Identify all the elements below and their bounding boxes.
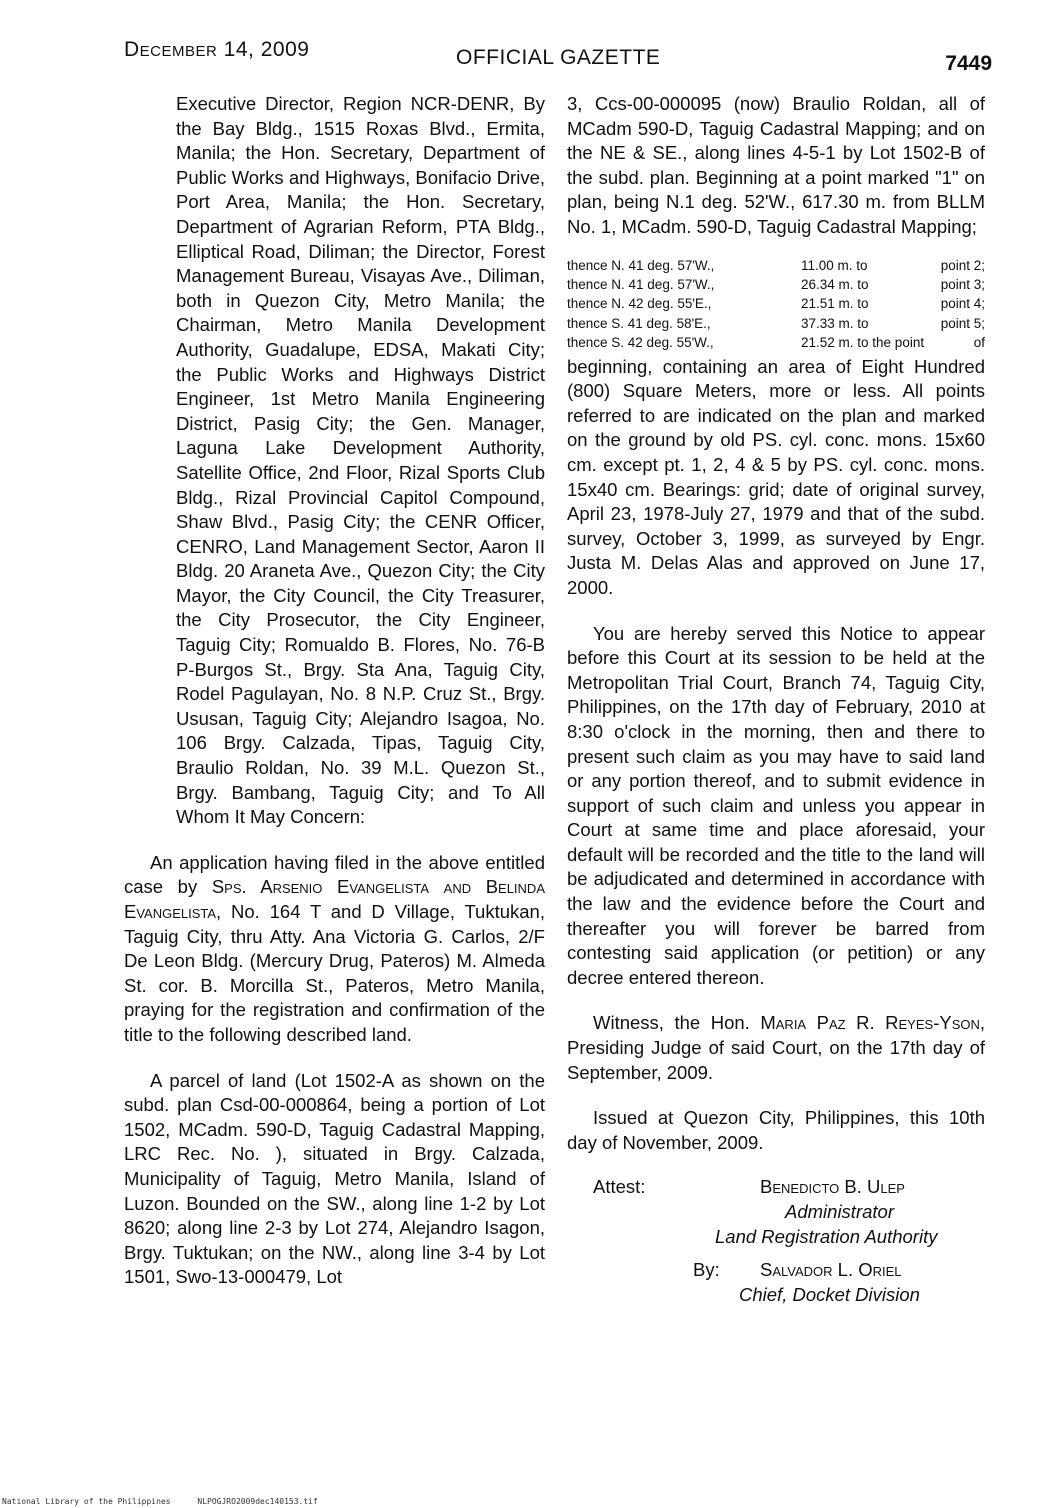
distance: 11.00 m. to (801, 257, 868, 273)
attest-title: Administrator (785, 1201, 894, 1223)
right-column (567, 92, 986, 1306)
page-number: 7449 (945, 52, 992, 75)
issue-date: December 14, 2009 (124, 38, 310, 61)
judge-name: Maria Paz R. Reyes-Yson (760, 1012, 980, 1034)
bearing-row (567, 294, 985, 313)
bearing-row (567, 314, 985, 333)
distance: 37.33 m. to (801, 315, 869, 331)
parcel-paragraph: A parcel of land (Lot 1502-A as shown on the subd. plan Csd-00-000864, being a portion of Lot 1502, MCadm. 590-D, Taguig Cadastral Mapping, LRC Rec. No. ), situated in Brgy. Calzada, Municipality of Taguig, Metro Manila, Island of Luzon. Bounded on the SW., along line 1-2 by Lot 8620; along line 2-3 by Lot 274, Alejandro Isagon, Brgy. Tuktukan; on the NW., along line 3-4 by Lot 1501, Swo-13-000479, Lot (124, 1069, 545, 1288)
witness-paragraph (567, 1011, 985, 1085)
target-point: point 5; (940, 315, 985, 331)
bearing: thence N. 41 deg. 57'W., (567, 276, 715, 292)
application-pre: An application having filed in the above entitled case by (124, 851, 545, 898)
left-column (124, 92, 545, 1290)
notice-paragraph: You are hereby served this Notice to appear before this Court at its session to be held at the Metropolitan Trial Court, Branch 74, Taguig City, Philippines, on the 17th day of February, 2010 at 8:30 o'clock in the morning, then and there to present such claim as you may have to said land or any portion thereof, and to submit evidence in support of such claim and unless you appear in Court at same time and place aforesaid, your default will be recorded and the title to the land will be adjudicated and determined in accordance with the law and the evidence before the Court and thereafter you will forever be barred from contesting said application (or petition) or any decree entered thereon. (567, 622, 985, 988)
attest-label: Attest: (593, 1176, 646, 1198)
library-name: National Library of the Philippines (2, 1497, 171, 1506)
issued-paragraph: Issued at Quezon City, Philippines, this 10th day of November, 2009. (567, 1107, 985, 1153)
target-point: point 3; (940, 276, 985, 292)
bearing: thence S. 41 deg. 58'E., (567, 315, 711, 331)
beginning-paragraph: beginning, containing an area of Eight Hundred (800) Square Meters, more or less. All points referred to are indicated on the plan and marked on the ground by old PS. cyl. conc. mons. 15x60 cm. except pt. 1, 2, 4 & 5 by PS. cyl. conc. mons. 15x40 cm. Bearings: grid; date of original survey, April 23, 1978-July 27, 1979 and that of the subd. survey, October 3, 1999, as surveyed by Engr. Justa M. Delas Alas and approved on June 17, 2000. (567, 355, 985, 598)
by-name: Salvador L. Oriel (760, 1259, 902, 1281)
bearing-row (567, 275, 985, 294)
bearing: thence S. 42 deg. 55'W., (567, 335, 714, 351)
bearing: thence N. 41 deg. 57'W., (567, 257, 715, 273)
application-post: , No. 164 T and D Village, Tuktukan, Taguig City, thru Atty. Ana Victoria G. Carlos, 2/F De Leon Bldg. (Mercury Drug, Pateros) M. Almeda St. cor. B. Morcilla St., Pateros, Metro Manila, praying for the registration and confirmation of the title to the following described land. (124, 901, 545, 1045)
witness-pre: Witness, the Hon. (593, 1012, 750, 1034)
bearing-row (567, 256, 985, 275)
bearing-row (567, 333, 985, 352)
application-paragraph (124, 851, 545, 1048)
distance: 21.51 m. to (801, 296, 869, 312)
publication-title: OFFICIAL GAZETTE (456, 46, 661, 69)
target-point: point 4; (940, 296, 985, 312)
scan-footer (2, 1497, 340, 1506)
by-title: Chief, Docket Division (739, 1284, 920, 1306)
attest-name: Benedicto B. Ulep (760, 1176, 905, 1198)
target-point: point 2; (940, 257, 985, 273)
witness-post: , Presiding Judge of said Court, on the 17th day of September, 2009. (567, 1012, 986, 1083)
address-block: Executive Director, Region NCR-DENR, By the Bay Bldg., 1515 Roxas Blvd., Ermita, Manila; the Hon. Secretary, Department of Public Works and Highways, Bonifacio Drive, Port Area, Manila; the Hon. Secretary, Department of Agrarian Reform, PTA Bldg., Elliptical Road, Diliman; the Director, Forest Management Bureau, Visayas Ave., Diliman, both in Quezon City, Metro Manila; the Chairman, Metro Manila Development Authority, Guadalupe, EDSA, Makati City; the Public Works and Highways District Engineer, 1st Metro Manila Engineering District, Pasig City; the Gen. Manager, Laguna Lake Development Authority, Satellite Office, 2nd Floor, Rizal Sports Club Bldg., Rizal Provincial Capitol Compound, Shaw Blvd., Pasig City; the CENR Officer, CENRO, Land Management Sector, Aaron II Bldg. 20 Araneta Ave., Quezon City; the City Mayor, the City Council, the City Treasurer, the City Prosecutor, the City Engineer, Taguig City; Romualdo B. Flores, No. 76-B P-Burgos St., Brgy. Sta Ana, Taguig City, Rodel Pagulayan, No. 8 N.P. Cruz St., Brgy. Ususan, Taguig City; Alejandro Isagoa, No. 106 Brgy. Calzada, Tipas, Taguig City, Braulio Roldan, No. 39 M.L. Quezon St., Brgy. Bambang, Taguig City; and To All Whom It May Concern: (176, 93, 545, 828)
scan-filename: NLPOGJRO2009dec140153.tif (197, 1497, 318, 1506)
target-point: of (973, 335, 985, 351)
bearing: thence N. 42 deg. 55'E., (567, 296, 712, 312)
applicants-names: Sps. Arsenio Evangelista and Belinda Evangelista (124, 876, 545, 922)
by-label: By: (693, 1259, 720, 1281)
bearings-table (567, 256, 985, 353)
parcel-continuation: 3, Ccs-00-000095 (now) Braulio Roldan, all of MCadm 590-D, Taguig Cadastral Mapping; and on the NE & SE., along lines 4-5-1 by Lot 1502-B of the subd. plan. Beginning at a point marked "1" on plan, being N.1 deg. 52'W., 617.30 m. from BLLM No. 1, MCadm. 590-D, Taguig Cadastral Mapping; (567, 93, 985, 237)
page-header (124, 38, 992, 78)
attestation-block (567, 1175, 985, 1306)
distance: 21.52 m. to the point (801, 335, 925, 351)
distance: 26.34 m. to (801, 276, 869, 292)
attest-agency: Land Registration Authority (715, 1226, 938, 1248)
